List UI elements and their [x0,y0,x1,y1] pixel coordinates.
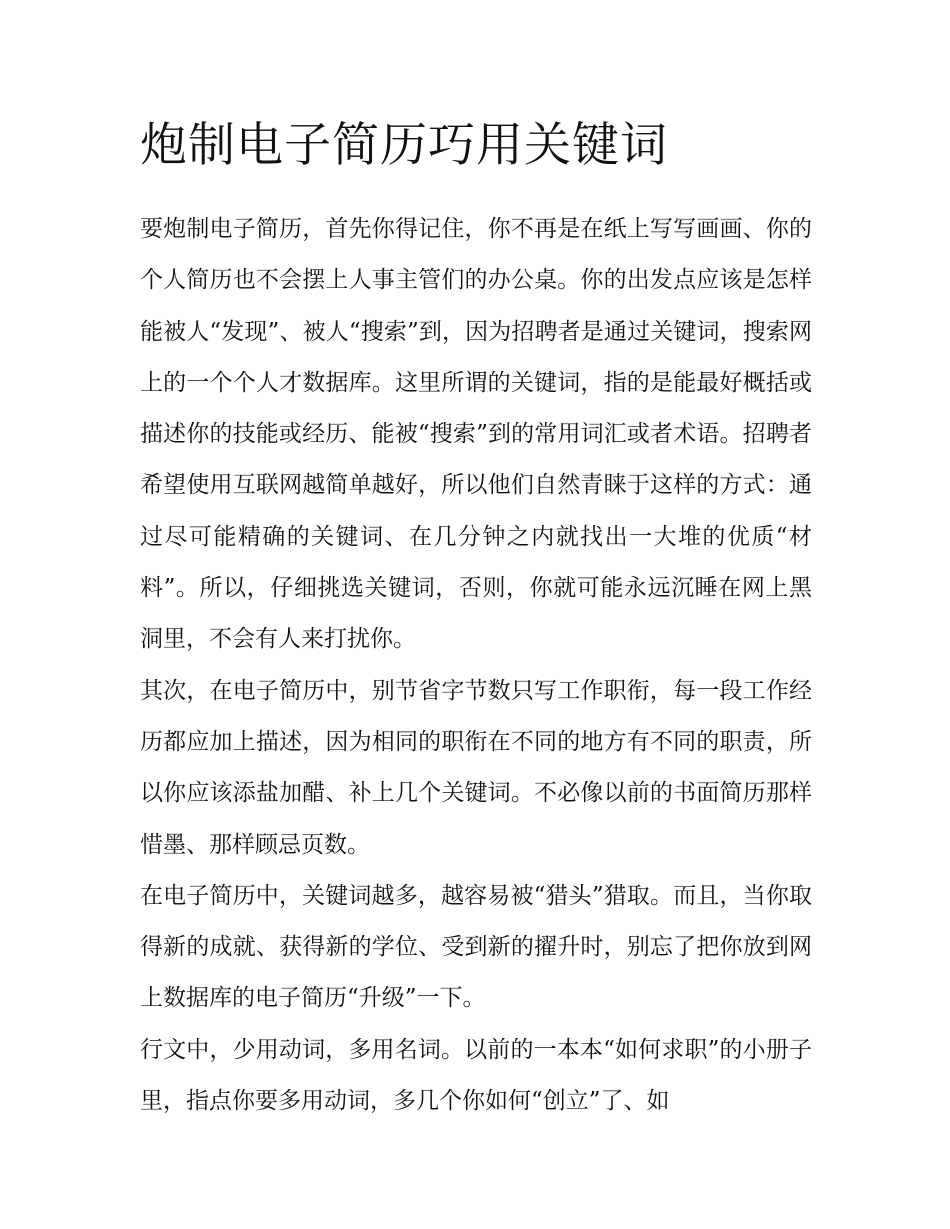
document-page [140,112,812,1127]
document-title: 炮制电子简历巧用关键词 [140,118,668,173]
paragraph-job-description: 其次，在电子简历中，别节省字节数只写工作职衔，每一段工作经历都应加上描述，因为相同的职衔在不同的地方有不同的职责，所以你应该添盐加醋、补上几个关键词。不必像以前的书面简历那样惜墨、那样顾忌页数。 [140,677,812,858]
paragraph-use-nouns: 行文中，少用动词，多用名词。以前的一本本“如何求职”的小册子里，指点你要多用动词，多几个你如何“创立”了、如 [140,1036,812,1115]
document-body [140,204,812,1127]
paragraph-keywords-intro: 要炮制电子简历，首先你得记住，你不再是在纸上写写画画、你的个人简历也不会摆上人事主管们的办公桌。你的出发点应该是怎样能被人“发现”、被人“搜索”到，因为招聘者是通过关键词，搜索网上的一个个人才数据库。这里所谓的关键词，指的是能最好概括或描述你的技能或经历、能被“搜索”到的常用词汇或者术语。招聘者希望使用互联网越简单越好，所以他们自然青睐于这样的方式：通过尽可能精确的关键词、在几分钟之内就找出一大堆的优质“材料”。所以，仔细挑选关键词，否则，你就可能永远沉睡在网上黑洞里，不会有人来打扰你。 [140,216,812,653]
paragraph-more-keywords: 在电子简历中，关键词越多，越容易被“猎头”猎取。而且，当你取得新的成就、获得新的学位、受到新的擢升时，别忘了把你放到网上数据库的电子简历“升级”一下。 [140,882,812,1012]
